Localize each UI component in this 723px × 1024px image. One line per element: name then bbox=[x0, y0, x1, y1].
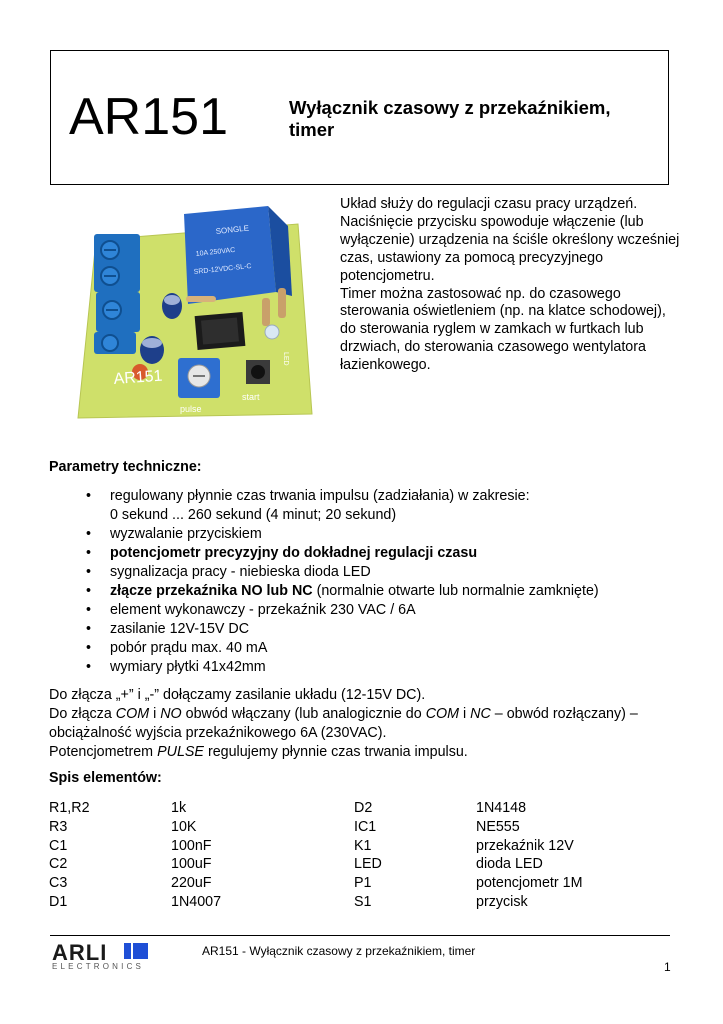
list-item bbox=[49, 620, 700, 639]
logo-subtext: ELECTRONICS bbox=[52, 962, 145, 971]
list-item bbox=[49, 544, 700, 563]
param-text: • zasilanie 12V-15V DC bbox=[110, 621, 250, 637]
table-row bbox=[49, 893, 349, 912]
part-ref: S1 bbox=[354, 893, 372, 910]
product-title: Wyłącznik czasowy z przekaźnikiem, timer bbox=[289, 97, 611, 140]
part-ref: D2 bbox=[354, 800, 373, 816]
parts-table-right bbox=[354, 799, 654, 912]
table-row bbox=[354, 837, 654, 856]
part-value: przekaźnik 12V bbox=[476, 837, 574, 854]
table-row bbox=[49, 837, 349, 856]
table-row bbox=[354, 855, 654, 874]
connection-notes bbox=[49, 686, 674, 762]
param-text: • element wykonawczy - przekaźnik 230 VAC / 6A bbox=[110, 602, 416, 618]
part-ref: P1 bbox=[354, 875, 372, 892]
footer-title: AR151 - Wyłącznik czasowy z przekaźnikiem, timer bbox=[202, 944, 476, 958]
table-row bbox=[49, 855, 349, 874]
part-value: dioda LED bbox=[476, 856, 543, 873]
table-row bbox=[354, 893, 654, 912]
part-value: 100nF bbox=[171, 837, 212, 854]
param-text: • sygnalizacja pracy - niebieska dioda LED bbox=[110, 564, 371, 580]
part-value: 1N4148 bbox=[476, 800, 527, 816]
list-item bbox=[49, 639, 700, 658]
potentiometer bbox=[178, 358, 220, 398]
part-ref: LED bbox=[354, 856, 382, 873]
param-text-bold: • potencjometr precyzyjny do dokładnej regulacji czasu bbox=[110, 545, 478, 561]
table-row bbox=[354, 799, 654, 818]
list-item bbox=[49, 658, 700, 677]
relay-label-brand: SONGLE bbox=[215, 223, 250, 236]
list-item bbox=[49, 601, 700, 620]
ic-chip bbox=[195, 312, 246, 350]
part-value: 1k bbox=[171, 800, 187, 816]
start-label: start bbox=[242, 392, 260, 402]
part-value: 100uF bbox=[171, 856, 212, 873]
params-heading: Parametry techniczne: bbox=[49, 459, 202, 475]
description-paragraph-1: Układ służy do regulacji czasu pracy urządzeń. Naciśnięcie przycisku spowoduje włączenie (lub wyłączenie) urządzenia na ściśle określony wcześniej czas, ustawiony za pomocą precyzyjnego potencjometru. bbox=[340, 196, 680, 284]
product-description bbox=[340, 196, 680, 375]
param-text: • pobór prądu max. 40 mA bbox=[110, 640, 268, 656]
logo-squares-icon bbox=[124, 943, 148, 959]
relay bbox=[184, 206, 292, 304]
table-row bbox=[354, 818, 654, 837]
note-power: Do złącza „+” i „-” dołączamy zasilanie układu (12-15V DC). bbox=[49, 687, 426, 703]
part-value: 10K bbox=[171, 818, 197, 835]
part-value: NE555 bbox=[476, 818, 520, 835]
param-text: • wyzwalanie przyciskiem bbox=[110, 526, 262, 542]
part-ref: D1 bbox=[49, 893, 68, 910]
pulse-label: pulse bbox=[180, 404, 202, 414]
relay-label-model: SRD-12VDC-SL-C bbox=[193, 262, 252, 276]
part-ref: C2 bbox=[49, 856, 68, 873]
page-number: 1 bbox=[664, 960, 671, 974]
table-row bbox=[49, 799, 349, 818]
product-photo bbox=[66, 200, 330, 428]
params-list bbox=[49, 487, 700, 677]
part-ref: K1 bbox=[354, 837, 372, 854]
pushbutton bbox=[246, 360, 270, 384]
note-output: Do złącza COM i NO obwód włączany (lub analogicznie do COM i NC – obwód rozłączany) – obciążalność wyjścia przekaźnikowego 6A (230VAC). bbox=[49, 706, 638, 741]
part-ref: IC1 bbox=[354, 818, 377, 835]
part-ref: C1 bbox=[49, 837, 68, 854]
parts-heading: Spis elementów: bbox=[49, 770, 162, 786]
part-value: 1N4007 bbox=[171, 893, 222, 910]
pcb-label: AR151 bbox=[113, 367, 164, 388]
param-text-bold: złącze przekaźnika NO lub NC bbox=[110, 583, 313, 599]
part-value: potencjometr 1M bbox=[476, 875, 583, 892]
part-ref: R1,R2 bbox=[49, 800, 90, 816]
terminal-blocks bbox=[94, 234, 140, 354]
part-value: 220uF bbox=[171, 875, 212, 892]
arli-logo bbox=[52, 940, 152, 974]
param-range-line2: 0 sekund ... 260 sekund (4 minut; 20 sekund) bbox=[110, 507, 397, 523]
description-paragraph-2: Timer można zastosować np. do czasowego sterowania oświetleniem (np. na klatce schodowej), do sterowania ryglem w zamkach w furtkach lub drzwiach, do sterowania czasowego wentylatora łazienkowego. bbox=[340, 285, 666, 374]
parts-table-left bbox=[49, 799, 349, 912]
param-text: • wymiary płytki 41x42mm bbox=[110, 659, 266, 675]
product-code: AR151 bbox=[69, 88, 228, 146]
note-pulse: Potencjometrem PULSE regulujemy płynnie czas trwania impulsu. bbox=[49, 744, 468, 760]
list-item bbox=[49, 582, 700, 601]
footer-divider bbox=[50, 935, 670, 936]
param-range-line1: • regulowany płynnie czas trwania impulsu (zadziałania) w zakresie: bbox=[110, 488, 530, 504]
list-item bbox=[49, 563, 700, 582]
led-label: LED bbox=[282, 352, 289, 366]
list-item bbox=[49, 525, 700, 544]
table-row bbox=[49, 874, 349, 893]
part-ref: C3 bbox=[49, 875, 68, 892]
led bbox=[265, 325, 279, 339]
header-box bbox=[50, 50, 669, 185]
relay-label-rating: 10A 250VAC bbox=[195, 246, 236, 258]
table-row bbox=[354, 874, 654, 893]
part-value: przycisk bbox=[476, 893, 528, 910]
part-ref: R3 bbox=[49, 818, 68, 835]
table-row bbox=[49, 818, 349, 837]
param-text: (normalnie otwarte lub normalnie zamknięte) bbox=[312, 583, 599, 599]
logo-text: ARLI bbox=[52, 940, 108, 965]
list-item bbox=[49, 487, 700, 525]
